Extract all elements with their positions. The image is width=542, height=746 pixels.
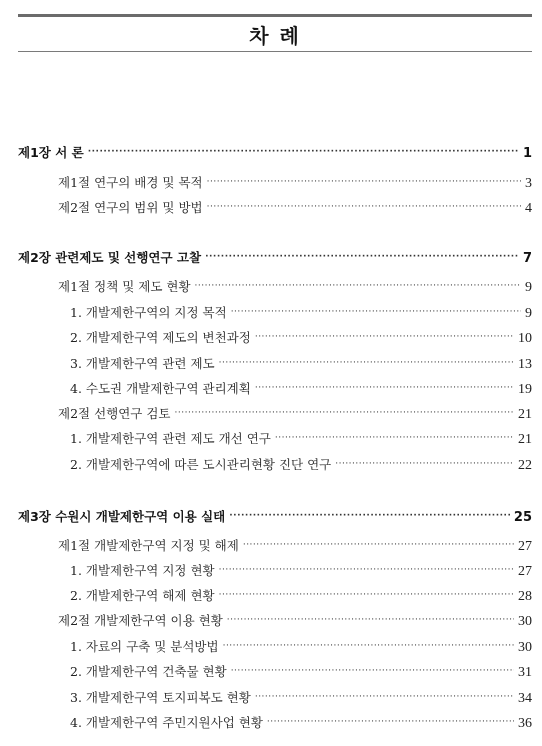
toc-page: 3 xyxy=(525,176,532,191)
toc-label: 1. 개발제한구역의 지정 목적 xyxy=(70,305,227,320)
toc-section-1-1[interactable] xyxy=(58,173,532,193)
toc-label: 2. 개발제한구역에 따른 도시관리현황 진단 연구 xyxy=(70,457,332,472)
toc-leader xyxy=(227,615,514,625)
toc-label: 제2장 관련제도 및 선행연구 고찰 xyxy=(18,250,202,265)
toc-leader xyxy=(219,565,514,575)
toc-leader xyxy=(335,459,514,469)
toc-leader xyxy=(231,666,514,676)
toc-page: 21 xyxy=(518,432,532,447)
toc-item-3-2-1[interactable] xyxy=(70,637,532,657)
toc-page: 28 xyxy=(518,589,532,604)
toc-label: 4. 수도권 개발제한구역 관리계획 xyxy=(70,381,251,396)
toc-page: 27 xyxy=(518,539,532,554)
toc-leader xyxy=(231,307,521,317)
toc-leader xyxy=(219,358,514,368)
toc-label: 제1장 서 론 xyxy=(18,145,84,160)
toc-item-2-1-3[interactable] xyxy=(70,354,532,374)
toc-leader xyxy=(243,540,514,550)
toc-item-3-2-3[interactable] xyxy=(70,688,532,708)
toc-leader xyxy=(229,511,510,521)
toc-page: 7 xyxy=(522,251,532,266)
toc-label: 3. 개발제한구역 토지피복도 현황 xyxy=(70,690,251,705)
toc-item-3-2-2[interactable] xyxy=(70,662,532,682)
toc-page: 10 xyxy=(518,331,532,346)
toc-label: 3. 개발제한구역 관련 제도 xyxy=(70,356,215,371)
toc-chapter-3[interactable] xyxy=(18,507,532,527)
toc-label: 제1절 정책 및 제도 현황 xyxy=(58,279,191,294)
toc-leader xyxy=(88,147,519,157)
toc-chapter-2[interactable] xyxy=(18,248,532,268)
toc-label: 1. 자료의 구축 및 분석방법 xyxy=(70,639,219,654)
toc-label: 제1절 연구의 배경 및 목적 xyxy=(58,175,203,190)
toc-label: 2. 개발제한구역 제도의 변천과정 xyxy=(70,330,251,345)
toc-item-3-1-2[interactable] xyxy=(70,586,532,606)
toc-leader xyxy=(205,252,519,262)
toc-section-3-1[interactable] xyxy=(58,536,532,556)
toc-leader xyxy=(175,408,515,418)
toc-section-3-2[interactable] xyxy=(58,611,532,631)
toc-leader xyxy=(255,332,514,342)
toc-item-3-1-1[interactable] xyxy=(70,561,532,581)
toc-page: 22 xyxy=(518,458,532,473)
toc-label: 2. 개발제한구역 건축물 현황 xyxy=(70,664,227,679)
toc-page: 9 xyxy=(525,280,532,295)
toc-label: 제3장 수원시 개발제한구역 이용 실태 xyxy=(18,509,226,524)
toc-page: 31 xyxy=(518,665,532,680)
toc-label: 제2절 선행연구 검토 xyxy=(58,406,171,421)
toc-leader xyxy=(267,717,514,727)
toc-chapter-1[interactable] xyxy=(18,143,532,163)
toc-page: 30 xyxy=(518,614,532,629)
toc-leader xyxy=(223,641,514,651)
toc-item-2-2-2[interactable] xyxy=(70,455,532,475)
toc-item-2-1-4[interactable] xyxy=(70,379,532,399)
toc-page: 34 xyxy=(518,691,532,706)
toc-page: 4 xyxy=(525,201,532,216)
toc-item-2-2-1[interactable] xyxy=(70,429,532,449)
toc-page: 25 xyxy=(513,510,532,525)
title-rule-top xyxy=(18,14,532,17)
toc-section-1-2[interactable] xyxy=(58,198,532,218)
toc-label: 4. 개발제한구역 주민지원사업 현황 xyxy=(70,715,263,730)
toc-item-3-2-4[interactable] xyxy=(70,713,532,733)
toc-page: 19 xyxy=(518,382,532,397)
toc-page: 9 xyxy=(525,306,532,321)
toc-leader xyxy=(219,590,514,600)
toc-label: 제2절 개발제한구역 이용 현황 xyxy=(58,613,223,628)
toc-section-2-1[interactable] xyxy=(58,277,532,297)
toc-label: 2. 개발제한구역 해제 현황 xyxy=(70,588,215,603)
toc-leader xyxy=(275,433,514,443)
page-title: 차 례 xyxy=(249,24,301,48)
toc-page: 21 xyxy=(518,407,532,422)
toc-leader xyxy=(255,383,514,393)
toc-leader xyxy=(207,202,521,212)
toc-page: 30 xyxy=(518,640,532,655)
toc-leader xyxy=(255,692,514,702)
toc-page: 13 xyxy=(518,357,532,372)
toc-label: 1. 개발제한구역 지정 현황 xyxy=(70,563,215,578)
toc-section-2-2[interactable] xyxy=(58,404,532,424)
toc-label: 1. 개발제한구역 관련 제도 개선 연구 xyxy=(70,431,271,446)
toc-item-2-1-1[interactable] xyxy=(70,303,532,323)
title-rule-bottom xyxy=(18,51,532,52)
toc-page: 27 xyxy=(518,564,532,579)
toc-page: 1 xyxy=(522,146,532,161)
toc-label: 제2절 연구의 범위 및 방법 xyxy=(58,200,203,215)
toc-leader xyxy=(195,281,521,291)
toc-leader xyxy=(207,177,521,187)
title-block xyxy=(18,14,532,54)
toc-label: 제1절 개발제한구역 지정 및 해제 xyxy=(58,538,239,553)
toc-page: 36 xyxy=(518,716,532,731)
toc-item-2-1-2[interactable] xyxy=(70,328,532,348)
